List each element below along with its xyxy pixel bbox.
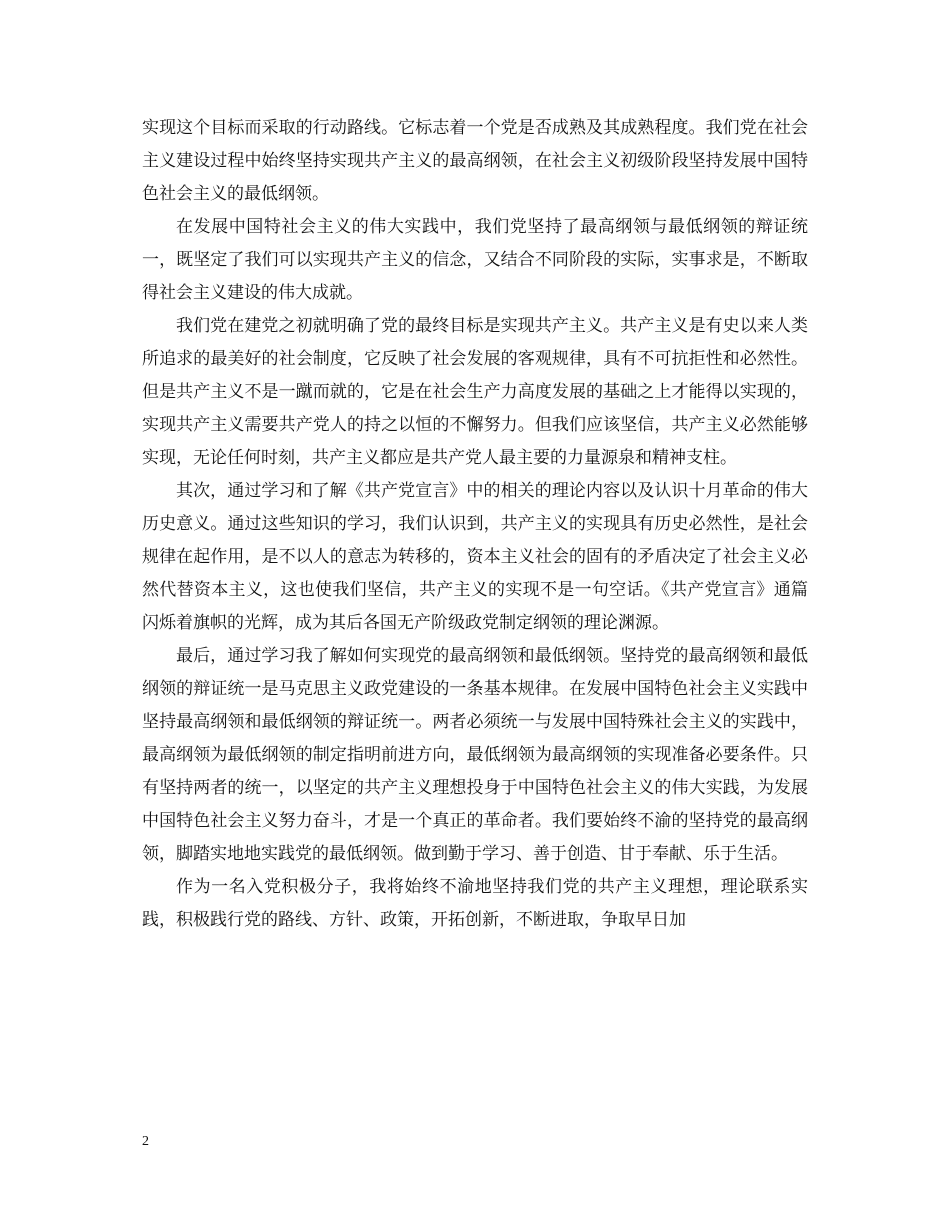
- paragraph-3: 我们党在建党之初就明确了党的最终目标是实现共产主义。共产主义是有史以来人类所追求的最美好的社会制度，它反映了社会发展的客观规律，具有不可抗拒性和必然性。但是共产主义不是一蹴而就的，它是在社会生产力高度发展的基础之上才能得以实现的，实现共产主义需要共产党人的持之以恒的不懈努力。但我们应该坚信，共产主义必然能够实现，无论任何时刻，共产主义都应是共产党人最主要的力量源泉和精神支柱。: [142, 316, 808, 468]
- document-body: [142, 112, 808, 937]
- paragraph-4: 其次，通过学习和了解《共产党宣言》中的相关的理论内容以及认识十月革命的伟大历史意义。通过这些知识的学习，我们认识到，共产主义的实现具有历史必然性，是社会规律在起作用，是不以人的意志为转移的，资本主义社会的固有的矛盾决定了社会主义必然代替资本主义，这也使我们坚信，共产主义的实现不是一句空话。《共产党宣言》通篇闪烁着旗帜的光辉，成为其后各国无产阶级政党制定纲领的理论渊源。: [142, 481, 808, 633]
- paragraph-6: 作为一名入党积极分子，我将始终不渝地坚持我们党的共产主义理想，理论联系实践，积极践行党的路线、方针、政策，开拓创新，不断进取，争取早日加: [142, 877, 808, 930]
- paragraph-1: 实现这个目标而采取的行动路线。它标志着一个党是否成熟及其成熟程度。我们党在社会主义建设过程中始终坚持实现共产主义的最高纲领，在社会主义初级阶段坚持发展中国特色社会主义的最低纲领。: [142, 118, 808, 204]
- paragraph-2: 在发展中国特社会主义的伟大实践中，我们党坚持了最高纲领与最低纲领的辩证统一，既坚定了我们可以实现共产主义的信念，又结合不同阶段的实际，实事求是，不断取得社会主义建设的伟大成就。: [142, 217, 808, 303]
- page-number: 2: [142, 1134, 149, 1149]
- paragraph-5: 最后，通过学习我了解如何实现党的最高纲领和最低纲领。坚持党的最高纲领和最低纲领的辩证统一是马克思主义政党建设的一条基本规律。在发展中国特色社会主义实践中坚持最高纲领和最低纲领的辩证统一。两者必须统一与发展中国特殊社会主义的实践中，最高纲领为最低纲领的制定指明前进方向，最低纲领为最高纲领的实现准备必要条件。只有坚持两者的统一，以坚定的共产主义理想投身于中国特色社会主义的伟大实践，为发展中国特色社会主义努力奋斗，才是一个真正的革命者。我们要始终不渝的坚持党的最高纲领，脚踏实地地实践党的最低纲领。做到勤于学习、善于创造、甘于奉献、乐于生活。: [142, 646, 808, 864]
